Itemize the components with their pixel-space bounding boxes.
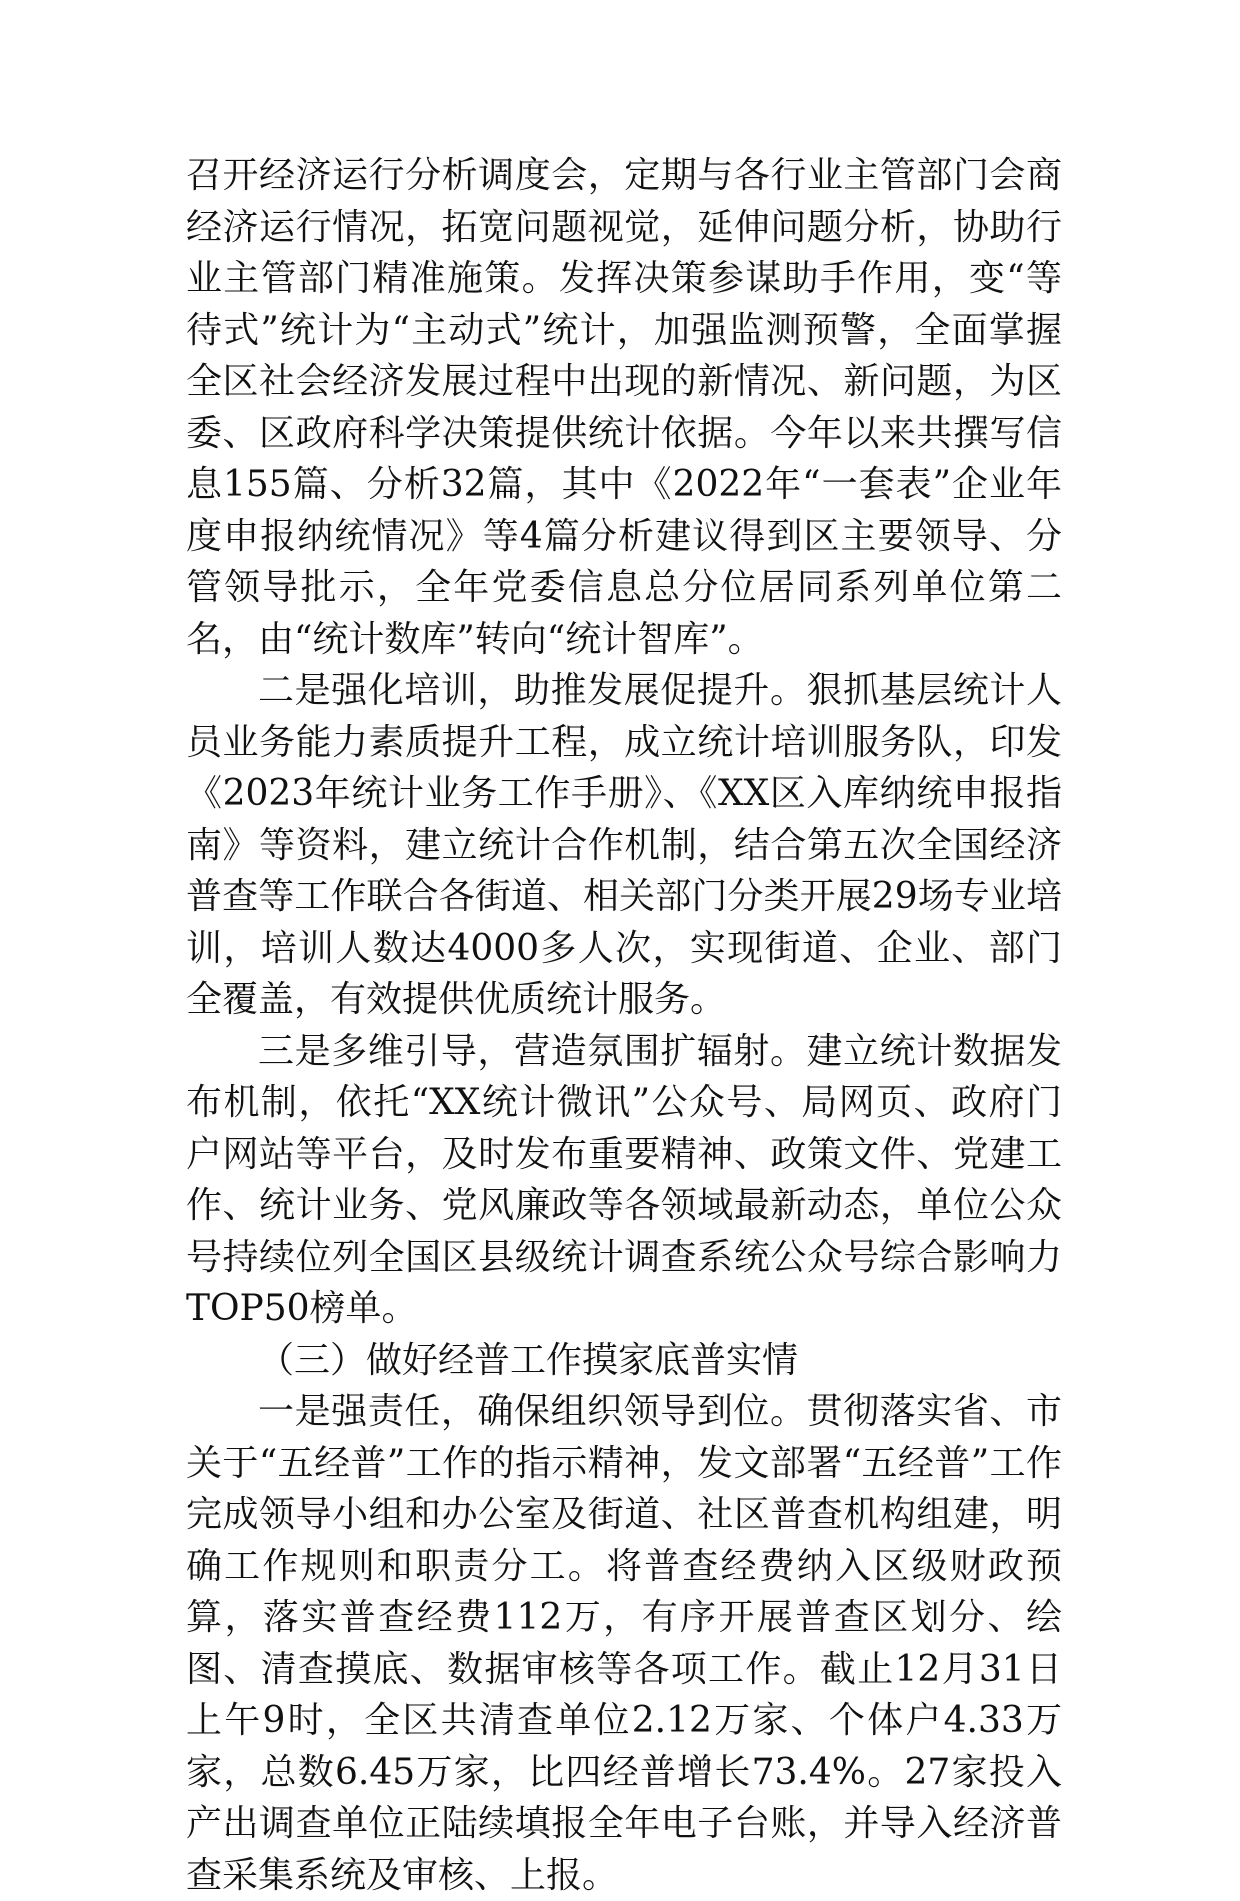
- paragraph-guidance: 三是多维引导，营造氛围扩辐射。建立统计数据发布机制，依托“XX统计微讯”公众号、局网页、政府门户网站等平台，及时发布重要精神、政策文件、党建工作、统计业务、党风廉政等各领域最新动态，单位公众号持续位列全国区县级统计调查系统公众号综合影响力TOP50榜单。: [186, 1030, 1062, 1329]
- paragraph-continued: 召开经济运行分析调度会，定期与各行业主管部门会商经济运行情况，拓宽问题视觉，延伸问题分析，协助行业主管部门精准施策。发挥决策参谋助手作用，变“等待式”统计为“主动式”统计，加强监测预警，全面掌握全区社会经济发展过程中出现的新情况、新问题，为区委、区政府科学决策提供统计依据。今年以来共撰写信息155篇、分析32篇，其中《2022年“一套表”企业年度申报纳统情况》等4篇分析建议得到区主要领导、分管领导批示，全年党委信息总分位居同系列单位第二名，由“统计数库”转向“统计智库”。: [186, 155, 1062, 660]
- paragraph-training: 二是强化培训，助推发展促提升。狠抓基层统计人员业务能力素质提升工程，成立统计培训服务队，印发《2023年统计业务工作手册》、《XX区入库纳统申报指南》等资料，建立统计合作机制，结合第五次全国经济普查等工作联合各街道、相关部门分类开展29场专业培训，培训人数达4000多人次，实现街道、企业、部门全覆盖，有效提供优质统计服务。: [186, 670, 1062, 1020]
- paragraph-census: 一是强责任，确保组织领导到位。贯彻落实省、市关于“五经普”工作的指示精神，发文部署“五经普”工作完成领导小组和办公室及街道、社区普查机构组建，明确工作规则和职责分工。将普查经费纳入区级财政预算，落实普查经费112万，有序开展普查区划分、绘图、清查摸底、数据审核等各项工作。截止12月31日上午9时，全区共清查单位2.12万家、个体户4.33万家，总数6.45万家，比四经普增长73.4%。27家投入产出调查单位正陆续填报全年电子台账，并导入经济普查采集系统及审核、上报。: [186, 1391, 1062, 1896]
- document-body: [186, 150, 1062, 1901]
- section-heading: （三）做好经普工作摸家底普实情: [258, 1339, 799, 1381]
